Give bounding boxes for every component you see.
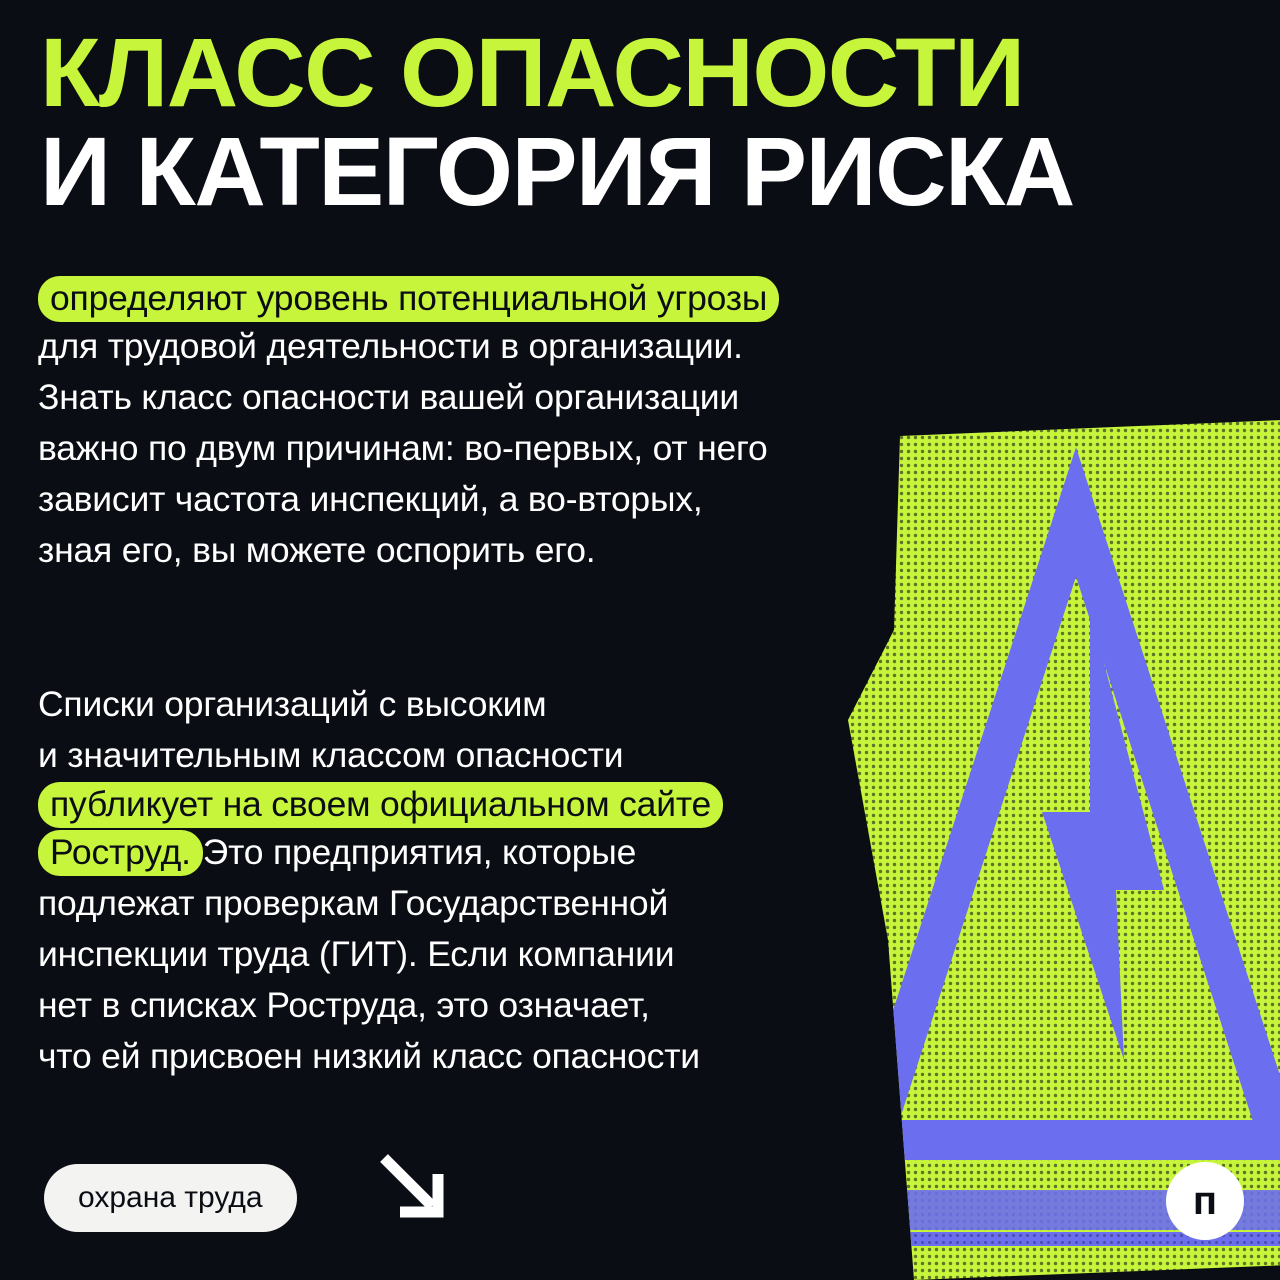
headline-line-1: КЛАСС ОПАСНОСТИ — [40, 18, 1024, 127]
high-voltage-hazard-sign-icon — [828, 420, 1280, 1280]
details-line-1: Списки организаций с высоким — [38, 684, 547, 724]
page-title — [40, 18, 1260, 227]
intro-line-1: для трудовой деятельности в организации. — [38, 326, 743, 366]
highlight-phrase-2: публикует на своем официальном сайте — [38, 782, 723, 828]
brand-logo-letter: п — [1192, 1178, 1218, 1223]
intro-line-2: Знать класс опасности вашей организации — [38, 377, 740, 417]
details-paragraph — [38, 680, 723, 1083]
topic-tag-label: охрана труда — [78, 1181, 263, 1214]
highlight-phrase-3: Роструд. — [38, 830, 203, 876]
intro-line-4: зависит частота инспекций, а во-вторых, — [38, 479, 703, 519]
details-line-5: инспекции труда (ГИТ). Если компании — [38, 934, 675, 974]
headline-line-2: И КАТЕГОРИЯ РИСКА — [40, 117, 1074, 227]
details-line-3-rest: Это предприятия, которые — [202, 832, 637, 872]
intro-line-5: зная его, вы можете оспорить его. — [38, 530, 596, 570]
topic-tag-pill[interactable] — [44, 1164, 297, 1232]
details-line-7: что ей присвоен низкий класс опасности — [38, 1036, 700, 1076]
intro-paragraph — [38, 276, 779, 577]
highlight-phrase-1: определяют уровень потенциальной угрозы — [38, 276, 779, 322]
details-line-2: и значительным классом опасности — [38, 735, 624, 775]
details-line-4: подлежат проверкам Государственной — [38, 883, 669, 923]
brand-logo — [1166, 1162, 1244, 1240]
arrow-down-right-icon[interactable] — [370, 1144, 462, 1236]
intro-line-3: важно по двум причинам: во-первых, от него — [38, 428, 768, 468]
details-line-6: нет в списках Роструда, это означает, — [38, 985, 650, 1025]
